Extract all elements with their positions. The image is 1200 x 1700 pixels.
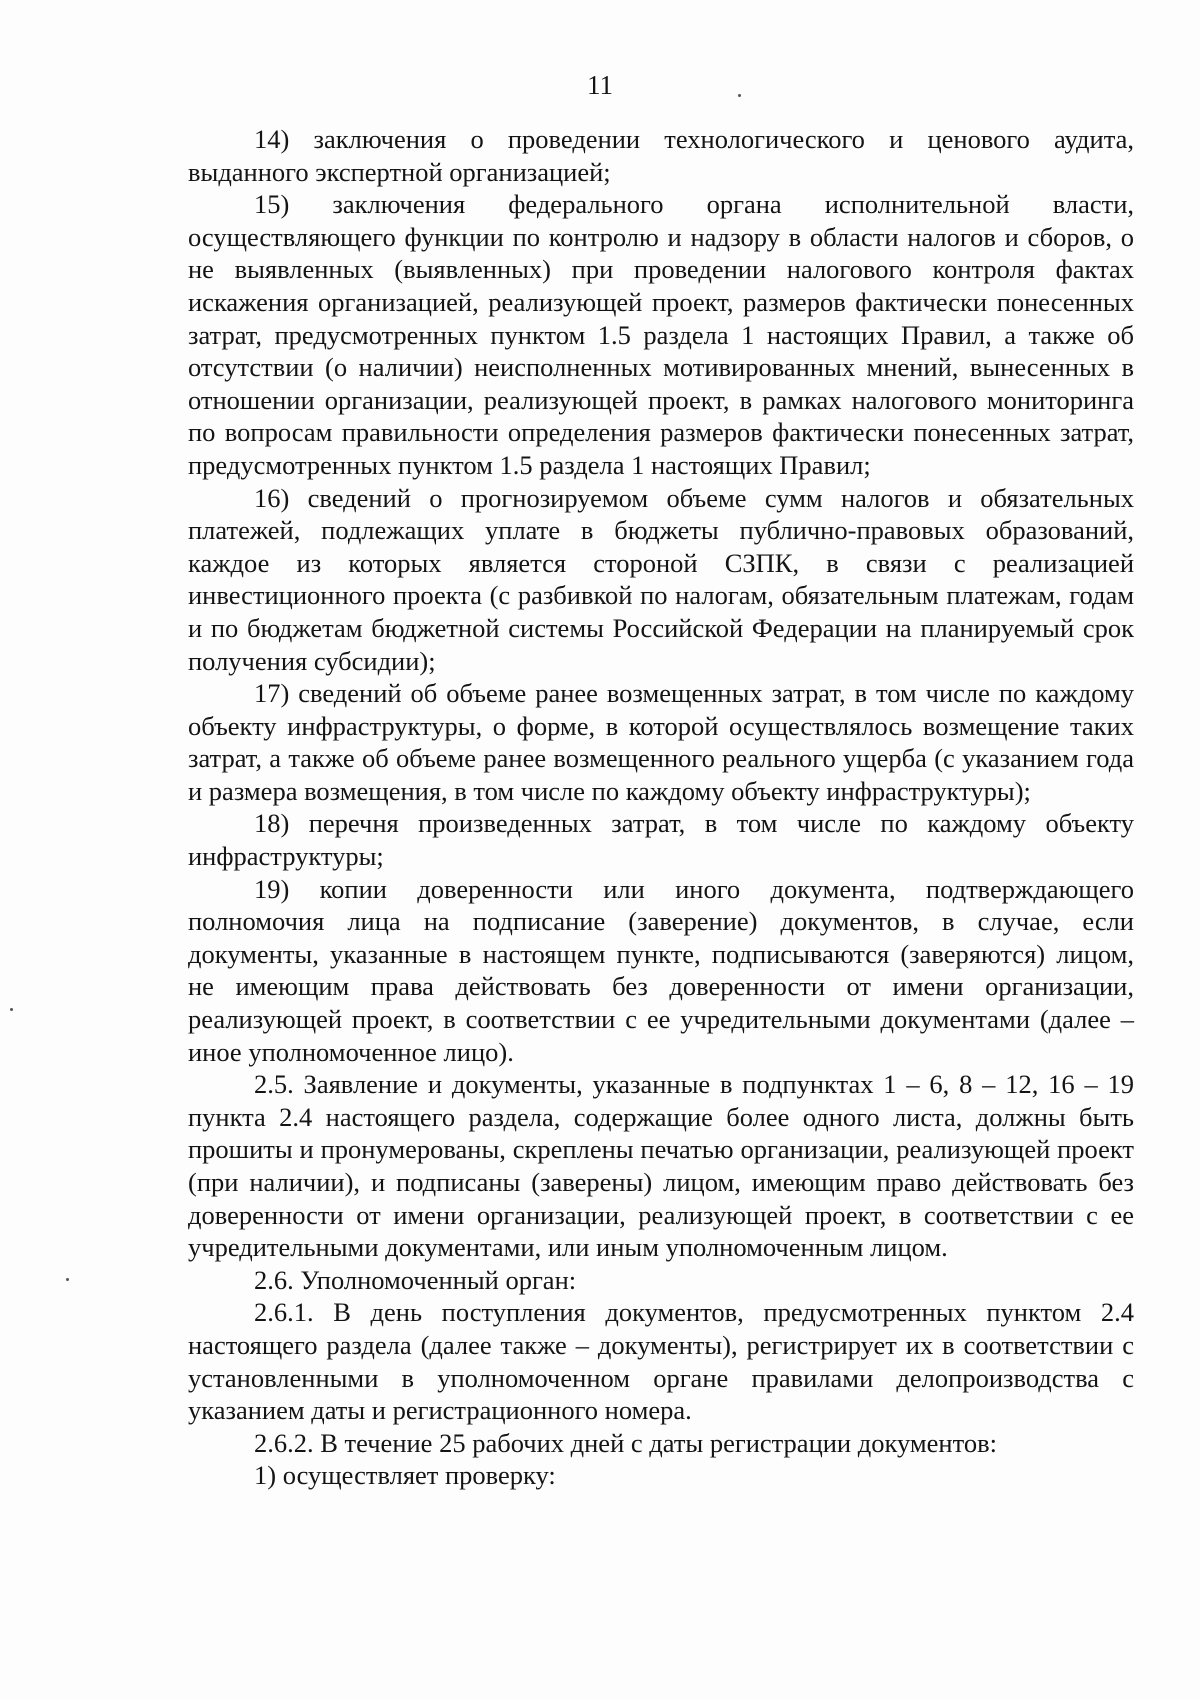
scan-speck bbox=[66, 1278, 69, 1281]
page-number: 11 bbox=[587, 70, 613, 100]
paragraph-item-16: 16) сведений о прогнозируемом объеме сумм налогов и обязательных платежей, подлежащих уплате в бюджеты публично-правовых образований, каждое из которых является стороной СЗПК, в связи с реализацией инвестиционного проекта (с разбивкой по налогам, обязательным платежам, годам и по бюджетам бюджетной системы Российской Федерации на планируемый срок получения субсидии); bbox=[188, 482, 1134, 676]
document-body bbox=[188, 123, 1134, 1492]
paragraph-item-14: 14) заключения о проведении технологического и ценового аудита, выданного экспертной организацией; bbox=[188, 124, 1134, 187]
paragraph-item-19: 19) копии доверенности или иного документа, подтверждающего полномочия лица на подписание (заверение) документов, в случае, если документы, указанные в настоящем пункте, подписываются (заверяются) лицом, не имеющим права действовать без доверенности от имени организации, реализующей проект, в соответствии с ее учредительными документами (далее – иное уполномоченное лицо). bbox=[188, 873, 1134, 1067]
scan-speck bbox=[10, 1008, 13, 1011]
paragraph-item-17: 17) сведений об объеме ранее возмещенных затрат, в том числе по каждому объекту инфраструктуры, о форме, в которой осуществлялось возмещение таких затрат, а также об объеме ранее возмещенного реального ущерба (с указанием года и размера возмещения, в том числе по каждому объекту инфраструктуры); bbox=[188, 678, 1134, 806]
paragraph-2-6: 2.6. Уполномоченный орган: bbox=[254, 1264, 577, 1295]
paragraph-2-5: 2.5. Заявление и документы, указанные в подпунктах 1 – 6, 8 – 12, 16 – 19 пункта 2.4 настоящего раздела, содержащие более одного листа, должны быть прошиты и пронумерованы, скреплены печатью организации, реализующей проект (при наличии), и подписаны (заверены) лицом, имеющим право действовать без доверенности от имени организации, реализующей проект, в соответствии с ее учредительными документами, или иным уполномоченным лицом. bbox=[188, 1069, 1134, 1263]
paragraph-item-18: 18) перечня произведенных затрат, в том числе по каждому объекту инфраструктуры; bbox=[188, 808, 1134, 872]
paragraph-sub-1: 1) осуществляет проверку: bbox=[254, 1460, 556, 1491]
scan-speck bbox=[738, 94, 741, 97]
paragraph-item-15: 15) заключения федерального органа исполнительной власти, осуществляющего функции по контролю и надзору в области налогов и сборов, о не выявленных (выявленных) при проведении налогового контроля фактах искажения организацией, реализующей проект, размеров фактически понесенных затрат, предусмотренных пунктом 1.5 раздела 1 настоящих Правил, а также об отсутствии (о наличии) неисполненных мотивированных мнений, вынесенных в отношении организации, реализующей проект, в рамках налогового мониторинга по вопросам правильности определения размеров фактически понесенных затрат, предусмотренных пунктом 1.5 раздела 1 настоящих Правил; bbox=[188, 189, 1134, 480]
paragraph-2-6-1: 2.6.1. В день поступления документов, предусмотренных пунктом 2.4 настоящего раздела (далее также – документы), регистрирует их в соответствии с установленными в уполномоченном органе правилами делопроизводства с указанием даты и регистрационного номера. bbox=[188, 1297, 1134, 1426]
paragraph-2-6-2: 2.6.2. В течение 25 рабочих дней с даты регистрации документов: bbox=[254, 1427, 997, 1458]
